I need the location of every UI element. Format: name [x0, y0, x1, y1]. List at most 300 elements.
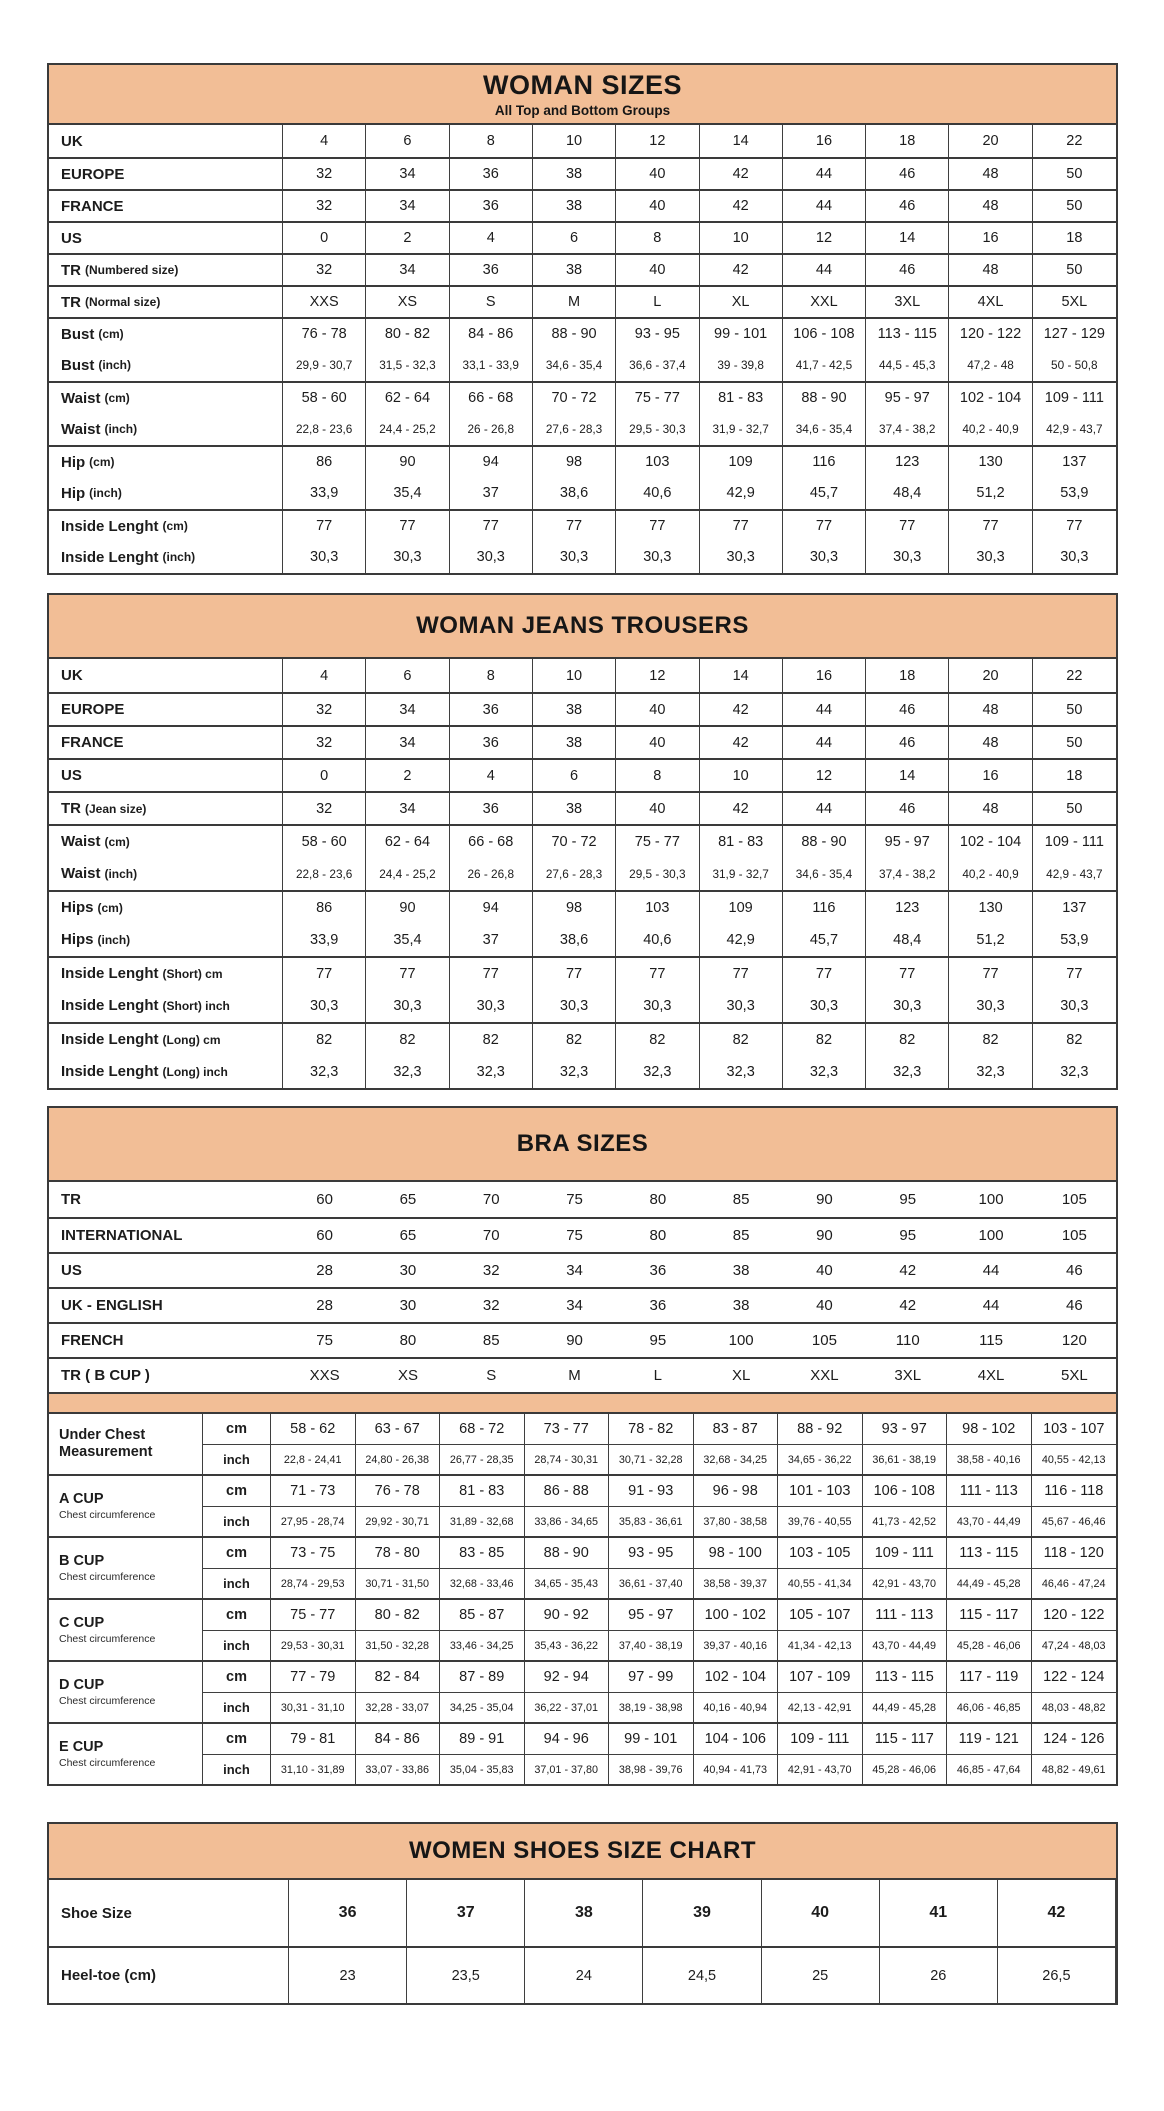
table-row: [49, 1357, 1116, 1392]
cup-group-rows: [203, 1414, 1116, 1474]
size-cell: 62 - 64: [366, 826, 449, 857]
woman-sizes-table: [47, 63, 1118, 575]
size-cell: 80: [649, 1191, 667, 1208]
cup-group-sublabel: Chest circumference: [59, 1570, 156, 1583]
size-cell: 46,46 - 47,24: [1041, 1577, 1106, 1590]
size-cell: 18: [1066, 767, 1083, 784]
size-cell: 42: [700, 727, 783, 758]
size-cell: 40,55 - 42,13: [1041, 1453, 1106, 1466]
size-cell: 38,6: [533, 477, 616, 509]
cup-group: [49, 1660, 1116, 1722]
size-cell: 80 - 82: [356, 1600, 441, 1630]
size-cell: 44,49 - 45,28: [947, 1569, 1032, 1598]
size-cell: 36: [450, 191, 533, 221]
size-cell: 102 - 104: [949, 383, 1032, 413]
size-cell: 119 - 121: [947, 1724, 1032, 1754]
table-row: [49, 989, 1116, 1022]
size-cell: 6: [366, 659, 449, 692]
size-cell: 70: [482, 1227, 500, 1244]
size-cell: 4: [450, 223, 533, 253]
size-cell: 16: [949, 760, 1032, 791]
cup-group-rows: [203, 1600, 1116, 1660]
size-cell: 100: [978, 1227, 1004, 1244]
size-cell: 41,7 - 42,5: [783, 349, 866, 381]
row-label: EUROPE: [49, 694, 283, 725]
size-cell: 39: [643, 1880, 761, 1946]
size-cell: 44: [783, 159, 866, 189]
size-cell: 105 - 107: [778, 1600, 863, 1630]
cup-group-sublabel: Chest circumference: [59, 1694, 156, 1707]
size-cell: 32,3: [949, 1055, 1032, 1088]
size-cell: 77: [700, 511, 783, 541]
size-cell: XXS: [283, 287, 366, 317]
row-label: TR ( B CUP ): [61, 1367, 150, 1384]
size-cell: 80: [399, 1332, 417, 1349]
size-cell: 39,76 - 40,55: [778, 1507, 863, 1536]
size-cell: 37: [407, 1880, 525, 1946]
size-cell: XS: [397, 1367, 418, 1384]
size-cell: 90: [816, 1227, 833, 1244]
table-row: [49, 692, 1116, 725]
size-cell: 88 - 90: [783, 383, 866, 413]
table-row: [49, 285, 1116, 317]
row-label: TR (Numbered size): [49, 255, 283, 285]
size-cell: 77: [533, 511, 616, 541]
size-cell: 48: [949, 255, 1032, 285]
size-cell: 24,80 - 26,38: [356, 1445, 441, 1474]
row-label: Hips (inch): [49, 923, 283, 956]
woman-sizes-subtitle: All Top and Bottom Groups: [494, 103, 671, 118]
size-cell: 39,37 - 40,16: [694, 1631, 779, 1660]
table-row: [49, 349, 1116, 381]
row-label: EUROPE: [49, 159, 283, 189]
size-cell: 26: [880, 1948, 998, 2003]
size-cell: 37,4 - 38,2: [866, 413, 949, 445]
size-cell: 24,4 - 25,2: [366, 413, 449, 445]
size-cell: 77: [1066, 518, 1083, 534]
table-row: [49, 221, 1116, 253]
size-cell: 46: [866, 793, 949, 824]
row-label: US: [61, 1262, 82, 1279]
size-cell: 12: [616, 659, 699, 692]
row-label: UK - ENGLISH: [61, 1297, 163, 1314]
size-cell: 95: [899, 1227, 917, 1244]
row-label: Bust (cm): [49, 319, 283, 349]
size-cell: 30,3: [616, 989, 699, 1022]
size-cell: 77: [783, 958, 866, 989]
size-cell: 26 - 26,8: [450, 413, 533, 445]
size-cell: 77: [700, 958, 783, 989]
unit-cell: inch: [203, 1631, 271, 1660]
size-cell: XXL: [810, 1367, 839, 1384]
size-cell: 116: [783, 892, 866, 923]
size-cell: 45,28 - 46,06: [863, 1755, 948, 1784]
size-cell: 111 - 113: [947, 1476, 1032, 1506]
size-cell: 78 - 80: [356, 1538, 441, 1568]
size-cell: 90: [816, 1191, 833, 1208]
size-cell: 65: [399, 1227, 417, 1244]
row-label: UK: [49, 125, 283, 157]
table-row: [203, 1444, 1116, 1474]
size-cell: 35,43 - 36,22: [525, 1631, 610, 1660]
size-cell: L: [653, 1367, 663, 1384]
size-cell: 44: [783, 255, 866, 285]
table-row: [49, 189, 1116, 221]
cup-group-name: B CUP: [59, 1553, 105, 1570]
size-cell: 90: [366, 447, 449, 477]
size-cell: 26,77 - 28,35: [440, 1445, 525, 1474]
size-cell: 3XL: [894, 1367, 922, 1384]
table-row: [49, 923, 1116, 956]
size-cell: 118 - 120: [1043, 1545, 1104, 1561]
unit-cell: cm: [203, 1414, 271, 1444]
size-cell: 75 - 77: [616, 826, 699, 857]
bra-sizes-header: [49, 1108, 1116, 1182]
size-cell: 109 - 111: [1044, 390, 1104, 406]
size-cell: XL: [700, 287, 783, 317]
table-row: [49, 413, 1116, 445]
size-cell: 137: [1062, 899, 1087, 916]
size-cell: 73 - 77: [525, 1414, 610, 1444]
size-cell: 36,6 - 37,4: [616, 349, 699, 381]
size-cell: 94 - 96: [525, 1724, 610, 1754]
size-cell: 77: [366, 511, 449, 541]
size-cell: 77: [866, 958, 949, 989]
size-cell: 116: [783, 447, 866, 477]
size-cell: 53,9: [1060, 931, 1089, 948]
size-cell: 40: [816, 1297, 833, 1314]
size-cell: 34: [566, 1297, 583, 1314]
size-cell: 2: [366, 760, 449, 791]
size-cell: 8: [616, 760, 699, 791]
size-cell: 82: [450, 1024, 533, 1055]
size-cell: 95: [899, 1191, 917, 1208]
size-cell: 44: [783, 793, 866, 824]
woman-jeans-rows: [49, 659, 1116, 1088]
size-cell: 86: [283, 892, 366, 923]
size-cell: 30,3: [450, 541, 533, 573]
size-cell: 29,53 - 30,31: [271, 1631, 356, 1660]
size-cell: 34,6 - 35,4: [783, 857, 866, 890]
size-cell: 41,73 - 42,52: [863, 1507, 948, 1536]
size-cell: 105: [1061, 1191, 1087, 1208]
size-cell: 40,6: [616, 477, 699, 509]
table-row: [49, 956, 1116, 989]
size-cell: 18: [866, 125, 949, 157]
row-label: Hips (cm): [49, 892, 283, 923]
size-cell: 48: [949, 727, 1032, 758]
cup-group-label: [49, 1476, 203, 1536]
table-row: [49, 890, 1116, 923]
table-row: [49, 1880, 1116, 1946]
size-cell: 30,3: [783, 989, 866, 1022]
size-cell: 38: [533, 159, 616, 189]
size-cell: 44,5 - 45,3: [866, 349, 949, 381]
size-cell: 103: [616, 447, 699, 477]
size-cell: 47,2 - 48: [949, 349, 1032, 381]
size-cell: 77 - 79: [271, 1662, 356, 1692]
size-cell: 33,86 - 34,65: [525, 1507, 610, 1536]
size-cell: 99 - 101: [609, 1724, 694, 1754]
size-cell: 6: [533, 760, 616, 791]
size-cell: 50: [1066, 734, 1083, 751]
size-cell: 32,3: [283, 1055, 366, 1088]
size-cell: 46,06 - 46,85: [947, 1693, 1032, 1722]
size-cell: 90: [566, 1332, 583, 1349]
size-cell: 23,5: [407, 1948, 525, 2003]
row-label: US: [49, 760, 283, 791]
size-cell: 22: [1066, 133, 1083, 149]
size-cell: 89 - 91: [440, 1724, 525, 1754]
size-cell: 4XL: [977, 1367, 1005, 1384]
table-row: [49, 659, 1116, 692]
table-row: [203, 1414, 1116, 1444]
woman-jeans-header: [49, 595, 1116, 659]
size-cell: 18: [866, 659, 949, 692]
unit-cell: inch: [203, 1569, 271, 1598]
row-label: Inside Lenght (Short) inch: [49, 989, 283, 1022]
size-cell: 30,71 - 31,50: [356, 1569, 441, 1598]
size-cell: 130: [949, 892, 1032, 923]
size-cell: 34: [366, 159, 449, 189]
size-cell: 95 - 97: [609, 1600, 694, 1630]
size-cell: 77: [616, 958, 699, 989]
size-cell: 34,25 - 35,04: [440, 1693, 525, 1722]
size-chart-page: [0, 63, 1164, 2111]
size-cell: 98 - 100: [694, 1538, 779, 1568]
table-row: [49, 1182, 1116, 1217]
row-label: Waist (cm): [49, 826, 283, 857]
table-row: [203, 1662, 1116, 1692]
size-cell: 30,3: [866, 989, 949, 1022]
size-cell: 27,6 - 28,3: [533, 857, 616, 890]
size-cell: 23: [289, 1948, 407, 2003]
table-row: [49, 824, 1116, 857]
size-cell: 40: [616, 727, 699, 758]
size-cell: 82 - 84: [356, 1662, 441, 1692]
size-cell: 48: [949, 159, 1032, 189]
size-cell: 40: [762, 1880, 880, 1946]
size-cell: 30,3: [783, 541, 866, 573]
size-cell: 32,3: [616, 1055, 699, 1088]
cup-group-name: D CUP: [59, 1677, 105, 1694]
size-cell: 73 - 75: [271, 1538, 356, 1568]
size-cell: 70: [482, 1191, 500, 1208]
size-cell: 36: [289, 1880, 407, 1946]
size-cell: 40: [616, 694, 699, 725]
size-cell: 32: [283, 727, 366, 758]
size-cell: 6: [533, 223, 616, 253]
table-row: [49, 477, 1116, 509]
size-cell: 115 - 117: [947, 1600, 1032, 1630]
size-cell: 38,58 - 40,16: [947, 1445, 1032, 1474]
size-cell: 82: [866, 1024, 949, 1055]
size-cell: 30,3: [616, 541, 699, 573]
size-cell: 32: [482, 1262, 500, 1279]
size-cell: 42,9 - 43,7: [1046, 422, 1103, 436]
size-cell: 113 - 115: [866, 319, 949, 349]
size-cell: 31,9 - 32,7: [700, 413, 783, 445]
size-cell: 8: [450, 125, 533, 157]
size-cell: 37,80 - 38,58: [694, 1507, 779, 1536]
shoes-title: WOMEN SHOES SIZE CHART: [408, 1837, 756, 1864]
size-cell: 122 - 124: [1043, 1669, 1105, 1685]
size-cell: 6: [366, 125, 449, 157]
size-cell: 30,3: [450, 989, 533, 1022]
size-cell: 18: [1066, 230, 1083, 246]
size-cell: 92 - 94: [525, 1662, 610, 1692]
bra-sizes-title: BRA SIZES: [516, 1130, 649, 1157]
cup-group: [49, 1414, 1116, 1474]
size-cell: 30,3: [700, 989, 783, 1022]
size-cell: 98: [533, 892, 616, 923]
size-cell: 90 - 92: [525, 1600, 610, 1630]
size-cell: 30: [399, 1262, 417, 1279]
size-cell: 66 - 68: [450, 826, 533, 857]
size-cell: 38: [533, 191, 616, 221]
size-cell: 109 - 111: [1044, 833, 1104, 850]
size-cell: 95 - 97: [866, 383, 949, 413]
size-cell: 103: [616, 892, 699, 923]
row-label: FRANCE: [49, 727, 283, 758]
size-cell: 50 - 50,8: [1051, 358, 1098, 372]
size-cell: 35,4: [366, 477, 449, 509]
table-row: [49, 1946, 1116, 2003]
size-cell: 93 - 95: [616, 319, 699, 349]
bra-cup-groups: [49, 1414, 1116, 1784]
size-cell: 113 - 115: [863, 1662, 948, 1692]
size-cell: 33,07 - 33,86: [356, 1755, 441, 1784]
size-cell: L: [616, 287, 699, 317]
woman-sizes-rows: [49, 125, 1116, 573]
cup-group-name: E CUP: [59, 1739, 104, 1756]
size-cell: 29,5 - 30,3: [616, 857, 699, 890]
table-row: [49, 253, 1116, 285]
size-cell: 36: [450, 159, 533, 189]
unit-cell: cm: [203, 1600, 271, 1630]
size-cell: 100: [978, 1191, 1004, 1208]
row-label: TR: [61, 1191, 81, 1208]
size-cell: 30,3: [283, 989, 366, 1022]
table-row: [203, 1538, 1116, 1568]
size-cell: 120 - 122: [949, 319, 1032, 349]
size-cell: 110: [895, 1332, 920, 1349]
table-row: [203, 1630, 1116, 1660]
woman-sizes-title: WOMAN SIZES: [483, 70, 682, 100]
size-cell: 32,68 - 34,25: [694, 1445, 779, 1474]
row-label: Inside Lenght (inch): [49, 541, 283, 573]
table-row: [49, 1322, 1116, 1357]
size-cell: 32: [283, 793, 366, 824]
cup-group-name: C CUP: [59, 1615, 105, 1632]
cup-group-label: [49, 1538, 203, 1598]
size-cell: 51,2: [949, 477, 1032, 509]
size-cell: 28: [316, 1262, 333, 1279]
size-cell: 36: [450, 727, 533, 758]
size-cell: 30,3: [700, 541, 783, 573]
size-cell: 12: [783, 760, 866, 791]
size-cell: 29,5 - 30,3: [616, 413, 699, 445]
size-cell: 38,58 - 39,37: [694, 1569, 779, 1598]
size-cell: 46: [866, 694, 949, 725]
size-cell: 86 - 88: [525, 1476, 610, 1506]
cup-group-rows: [203, 1476, 1116, 1536]
size-cell: 81 - 83: [700, 383, 783, 413]
size-cell: 40,2 - 40,9: [949, 413, 1032, 445]
size-cell: 77: [366, 958, 449, 989]
cup-group-label: [49, 1724, 203, 1784]
size-cell: 24,4 - 25,2: [366, 857, 449, 890]
size-cell: 123: [866, 892, 949, 923]
cup-group-rows: [203, 1538, 1116, 1598]
size-cell: 42: [700, 694, 783, 725]
size-cell: 105: [811, 1332, 837, 1349]
table-row: [49, 1217, 1116, 1252]
size-cell: 22,8 - 23,6: [283, 857, 366, 890]
size-cell: 88 - 90: [783, 826, 866, 857]
table-row: [49, 1022, 1116, 1055]
size-cell: 42,9: [700, 923, 783, 956]
cup-group-sublabel: Chest circumference: [59, 1632, 156, 1645]
row-label: Inside Lenght (Short) cm: [49, 958, 283, 989]
size-cell: 44: [783, 191, 866, 221]
size-cell: 33,9: [283, 923, 366, 956]
row-label: FRENCH: [61, 1332, 124, 1349]
size-cell: 60: [316, 1227, 333, 1244]
cup-group: [49, 1722, 1116, 1784]
size-cell: 30,3: [949, 989, 1032, 1022]
size-cell: 65: [399, 1191, 417, 1208]
size-cell: 46: [1066, 1262, 1083, 1279]
table-row: [49, 445, 1116, 477]
size-cell: 93 - 95: [609, 1538, 694, 1568]
size-cell: 77: [450, 958, 533, 989]
size-cell: 103 - 107: [1043, 1421, 1105, 1437]
size-cell: 33,46 - 34,25: [440, 1631, 525, 1660]
size-cell: 46: [1066, 1297, 1083, 1314]
size-cell: 34,65 - 36,22: [778, 1445, 863, 1474]
size-cell: 40,94 - 41,73: [694, 1755, 779, 1784]
size-cell: 8: [616, 223, 699, 253]
size-cell: 32,3: [450, 1055, 533, 1088]
size-cell: 30,3: [1060, 997, 1089, 1014]
size-cell: 85: [732, 1191, 750, 1208]
size-cell: 58 - 62: [271, 1414, 356, 1444]
size-cell: 30,3: [866, 541, 949, 573]
size-cell: 4XL: [949, 287, 1032, 317]
size-cell: 36: [649, 1297, 667, 1314]
size-cell: 10: [700, 223, 783, 253]
size-cell: 99 - 101: [700, 319, 783, 349]
size-cell: 34: [366, 191, 449, 221]
size-cell: 16: [783, 125, 866, 157]
table-row: [203, 1724, 1116, 1754]
bra-sizes-table: [47, 1106, 1118, 1786]
size-cell: 33,1 - 33,9: [450, 349, 533, 381]
size-cell: 83 - 87: [694, 1414, 779, 1444]
size-cell: 116 - 118: [1044, 1483, 1104, 1499]
size-cell: 62 - 64: [366, 383, 449, 413]
cup-group-label: [49, 1600, 203, 1660]
size-cell: 30,3: [1060, 549, 1089, 565]
size-cell: 26,5: [998, 1948, 1116, 2003]
size-cell: 3XL: [866, 287, 949, 317]
size-cell: 32: [482, 1297, 500, 1314]
size-cell: 32,28 - 33,07: [356, 1693, 441, 1722]
table-row: [49, 125, 1116, 157]
size-cell: 77: [783, 511, 866, 541]
size-cell: 20: [949, 125, 1032, 157]
